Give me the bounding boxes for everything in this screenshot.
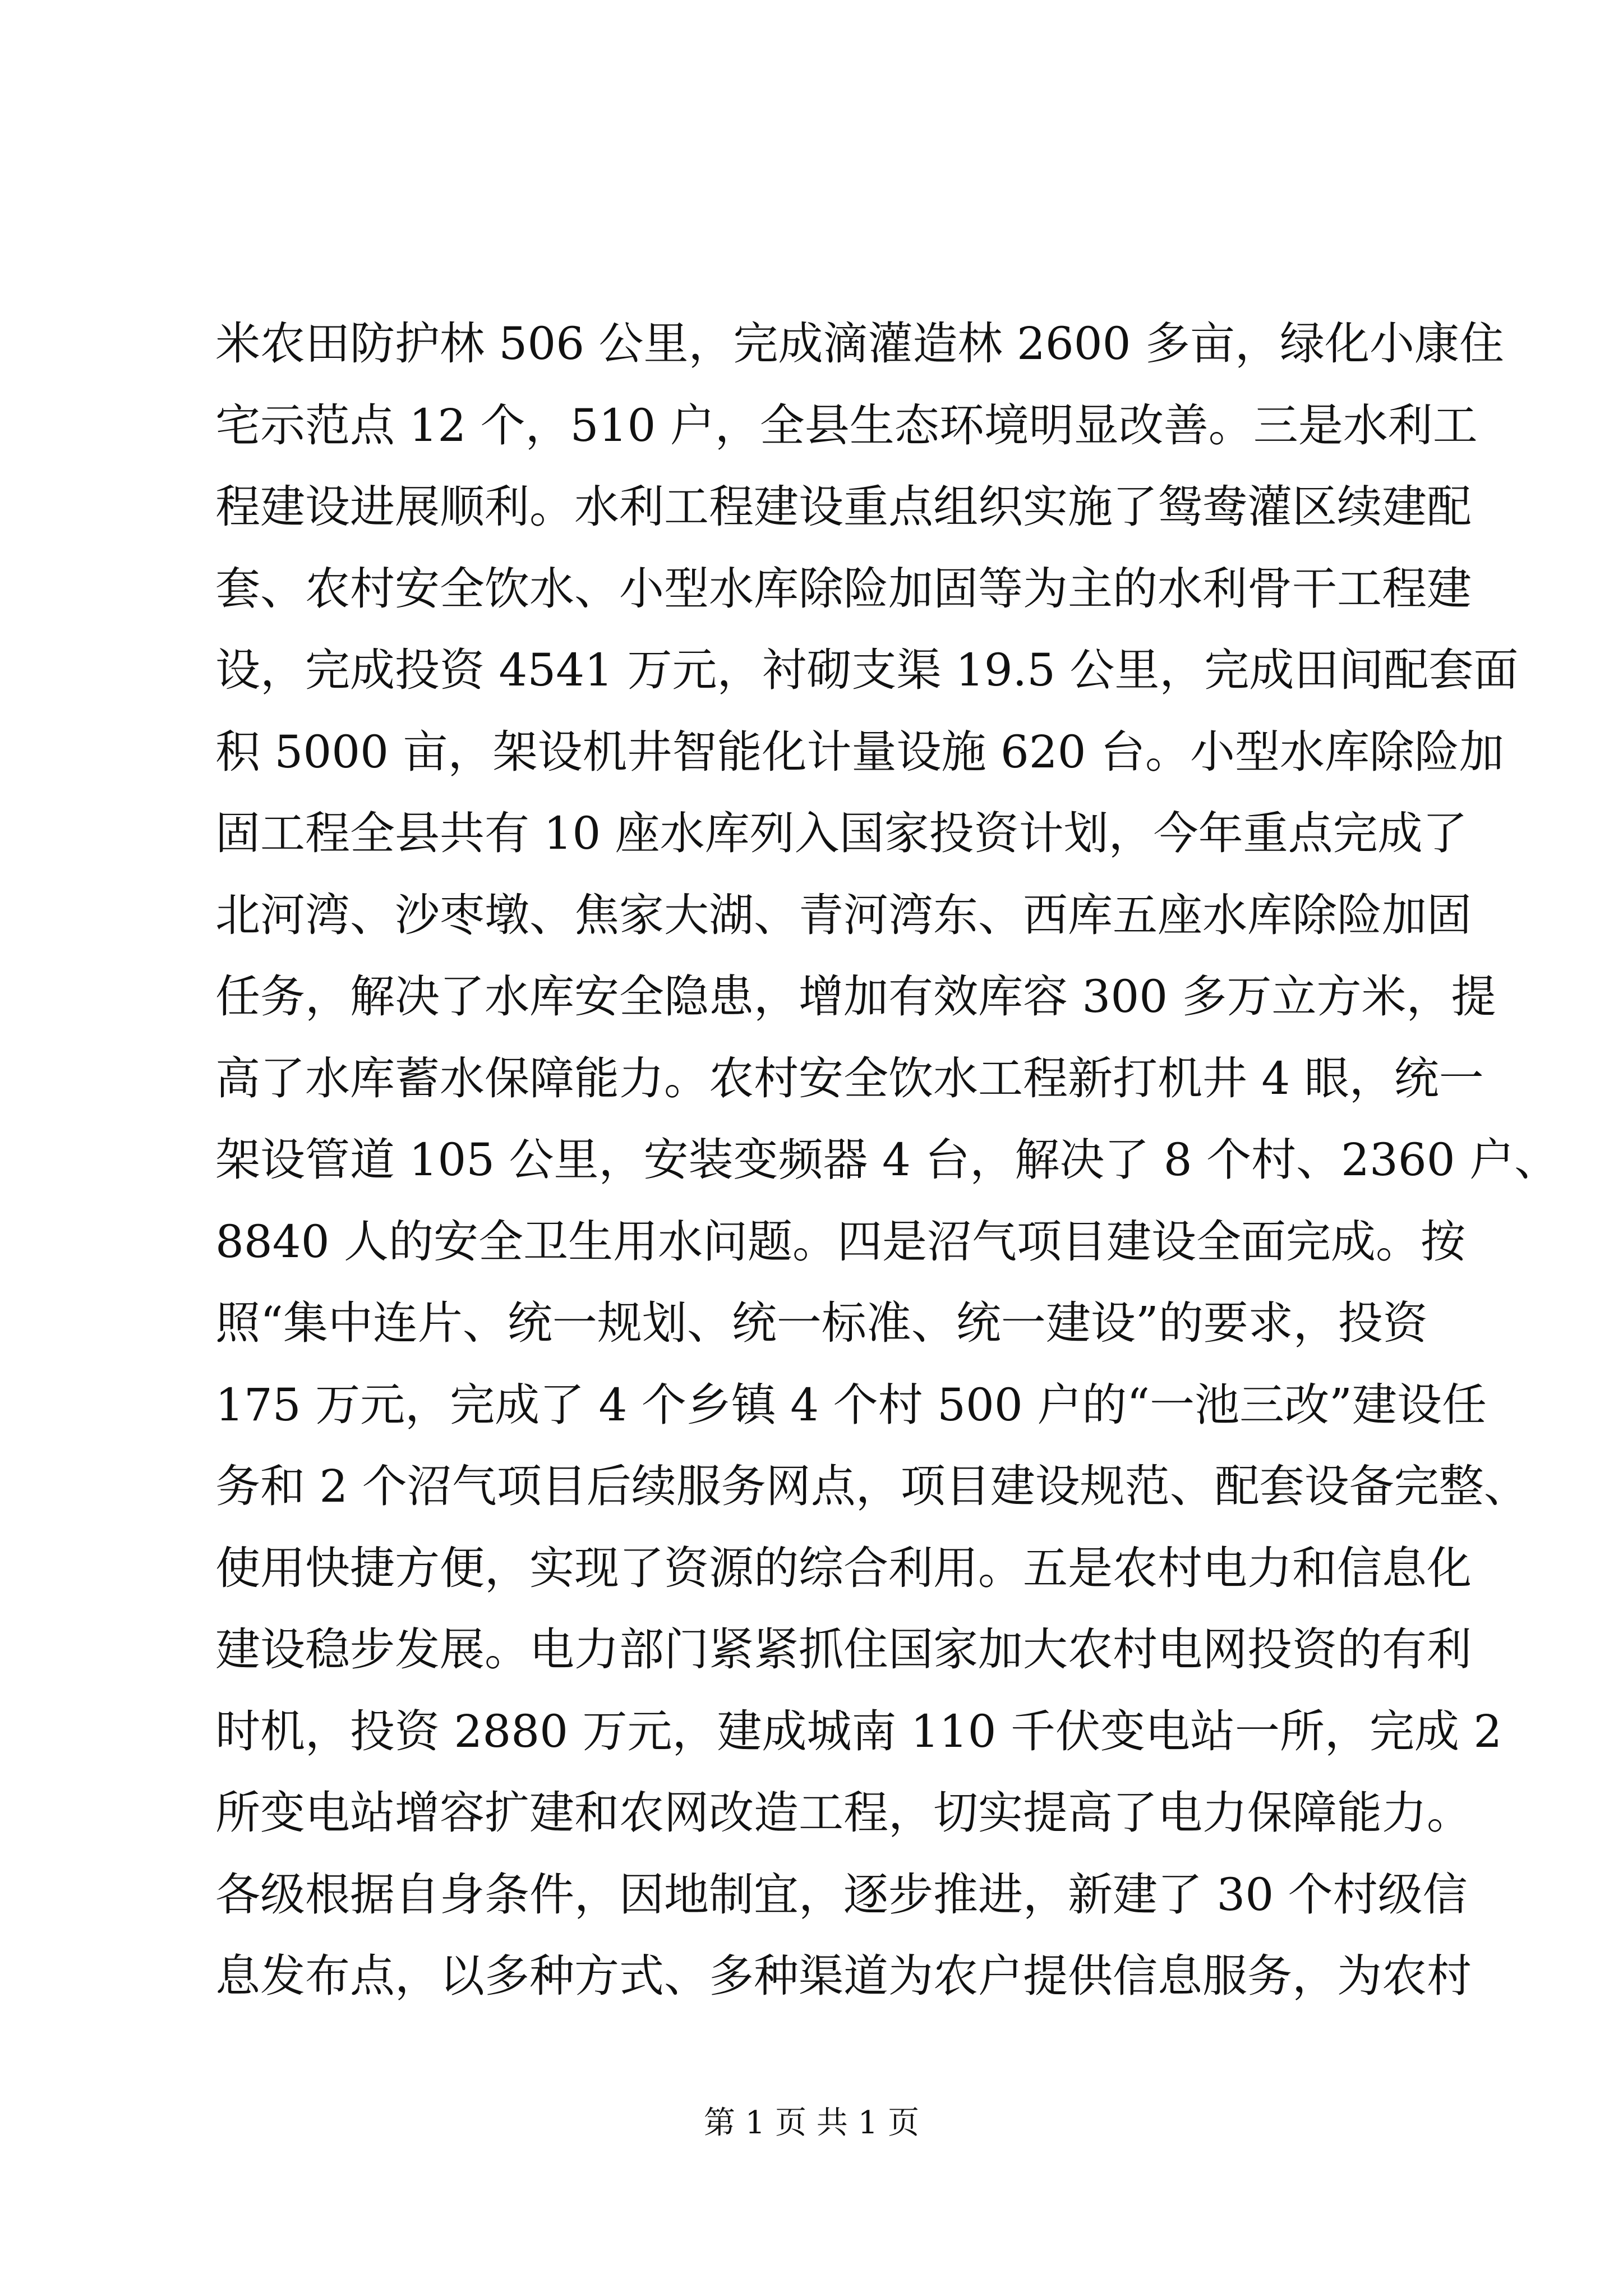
text-line: 米农田防护林 506 公里，完成滴灌造林 2600 多亩，绿化小康住 [215, 318, 1505, 370]
text-line: 任务，解决了水库安全隐患，增加有效库容 300 多万立方米，提 [215, 970, 1496, 1023]
text-line: 北河湾、沙枣墩、焦家大湖、青河湾东、西库五座水库除险加固 [215, 889, 1472, 941]
text-line: 积 5000 亩，架设机井智能化计量设施 620 台。小型水库除险加 [215, 725, 1505, 778]
text-line: 8840 人的安全卫生用水问题。四是沼气项目建设全面完成。按 [215, 1215, 1466, 1268]
text-line: 宅示范点 12 个，510 户，全县生态环境明显改善。三是水利工 [215, 399, 1478, 452]
text-line: 建设稳步发展。电力部门紧紧抓住国家加大农村电网投资的有利 [215, 1623, 1472, 1676]
page-footer: 第 1 页 共 1 页 [703, 2105, 920, 2141]
text-line: 照“集中连片、统一规划、统一标准、统一建设”的要求，投资 [215, 1297, 1428, 1349]
text-line: 175 万元，完成了 4 个乡镇 4 个村 500 户的“一池三改”建设任 [215, 1378, 1487, 1431]
text-line: 使用快捷方便，实现了资源的综合利用。五是农村电力和信息化 [215, 1542, 1472, 1594]
text-line: 设，完成投资 4541 万元，衬砌支渠 19.5 公里，完成田间配套面 [215, 644, 1519, 696]
text-line: 固工程全县共有 10 座水库列入国家投资计划，今年重点完成了 [215, 807, 1468, 859]
text-line: 所变电站增容扩建和农网改造工程，切实提高了电力保障能力。 [215, 1787, 1472, 1839]
text-line: 时机，投资 2880 万元，建成城南 110 千伏变电站一所，完成 2 [215, 1705, 1502, 1757]
document-body [215, 303, 1560, 2017]
text-line: 息发布点，以多种方式、多种渠道为农户提供信息服务，为农村 [215, 1950, 1472, 2002]
text-line: 程建设进展顺利。水利工程建设重点组织实施了鸳鸯灌区续建配 [215, 481, 1472, 533]
text-line: 架设管道 105 公里，安装变频器 4 台，解决了 8 个村、2360 户、 [215, 1134, 1560, 1186]
text-line: 套、农村安全饮水、小型水库除险加固等为主的水利骨干工程建 [215, 562, 1472, 615]
text-line: 高了水库蓄水保障能力。农村安全饮水工程新打机井 4 眼，统一 [215, 1052, 1484, 1105]
text-line: 各级根据自身条件，因地制宜，逐步推进，新建了 30 个村级信 [215, 1868, 1468, 1921]
text-line: 务和 2 个沼气项目后续服务网点，项目建设规范、配套设备完整、 [215, 1460, 1529, 1512]
